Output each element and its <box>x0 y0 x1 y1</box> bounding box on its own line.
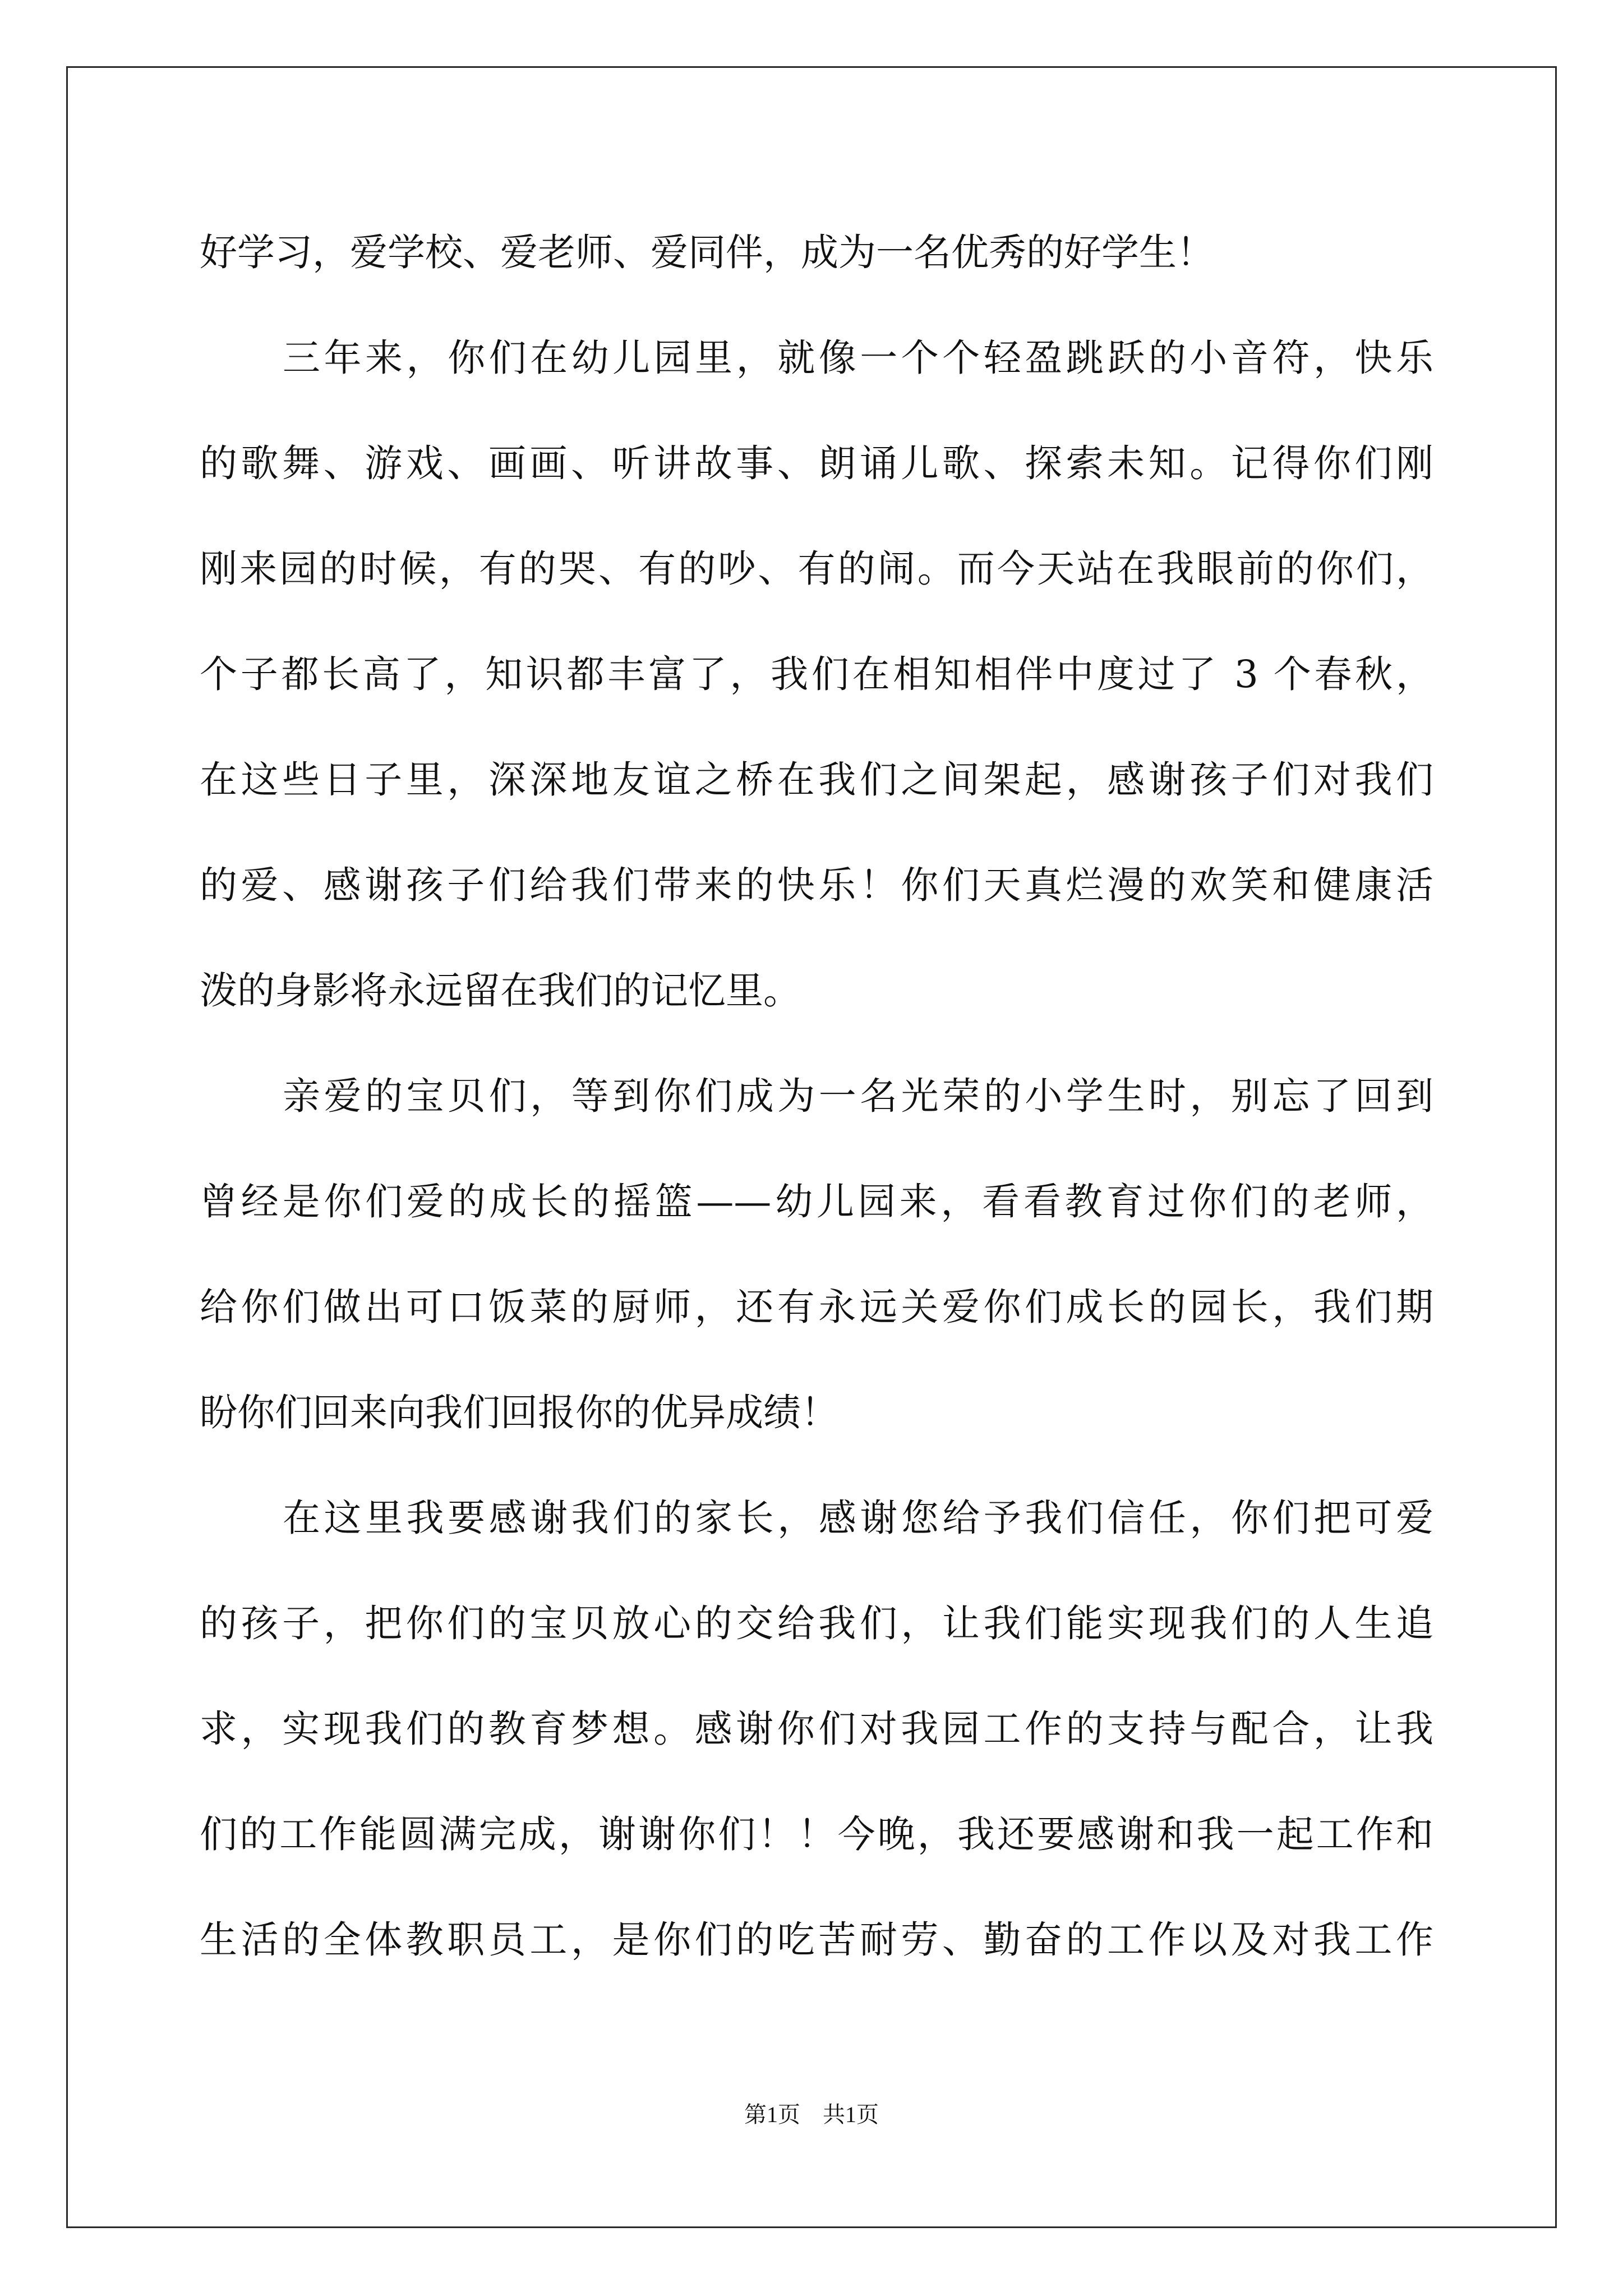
text-line: 在这些日子里，深深地友谊之桥在我们之间架起，感谢孩子们对我们 <box>200 758 1433 802</box>
text-line: 给你们做出可口饭菜的厨师，还有永远关爱你们成长的园长，我们期 <box>200 1285 1433 1329</box>
text-line: 的歌舞、游戏、画画、听讲故事、朗诵儿歌、探索未知。记得你们刚 <box>200 441 1433 485</box>
text-line: 在这里我要感谢我们的家长，感谢您给予我们信任，你们把可爱 <box>283 1496 1433 1540</box>
text-line: 好学习，爱学校、爱老师、爱同伴，成为一名优秀的好学生！ <box>200 231 1214 274</box>
text-line: 生活的全体教职员工，是你们的吃苦耐劳、勤奋的工作以及对我工作 <box>200 1918 1433 1962</box>
text-line: 曾经是你们爱的成长的摇篮——幼儿园来，看看教育过你们的老师， <box>200 1180 1433 1223</box>
text-line: 的孩子，把你们的宝贝放心的交给我们，让我们能实现我们的人生追 <box>200 1602 1433 1645</box>
text-line: 个子都长高了，知识都丰富了，我们在相知相伴中度过了 3 个春秋， <box>200 652 1433 696</box>
text-line: 求，实现我们的教育梦想。感谢你们对我园工作的支持与配合，让我 <box>200 1707 1433 1751</box>
text-line: 盼你们回来向我们回报你的优异成绩！ <box>200 1391 838 1434</box>
text-line: 亲爱的宝贝们，等到你们成为一名光荣的小学生时，别忘了回到 <box>283 1074 1433 1118</box>
text-line: 三年来，你们在幼儿园里，就像一个个轻盈跳跃的小音符，快乐 <box>283 336 1433 380</box>
text-line: 的爱、感谢孩子们给我们带来的快乐！你们天真烂漫的欢笑和健康活 <box>200 863 1433 907</box>
text-line: 泼的身影将永远留在我们的记忆里。 <box>200 969 801 1013</box>
document-body <box>200 219 1433 2012</box>
text-line: 刚来园的时候，有的哭、有的吵、有的闹。而今天站在我眼前的你们， <box>200 547 1433 591</box>
text-line: 们的工作能圆满完成，谢谢你们！！今晚，我还要感谢和我一起工作和 <box>200 1812 1433 1856</box>
page-footer: 第1页 共1页 <box>744 2102 879 2127</box>
